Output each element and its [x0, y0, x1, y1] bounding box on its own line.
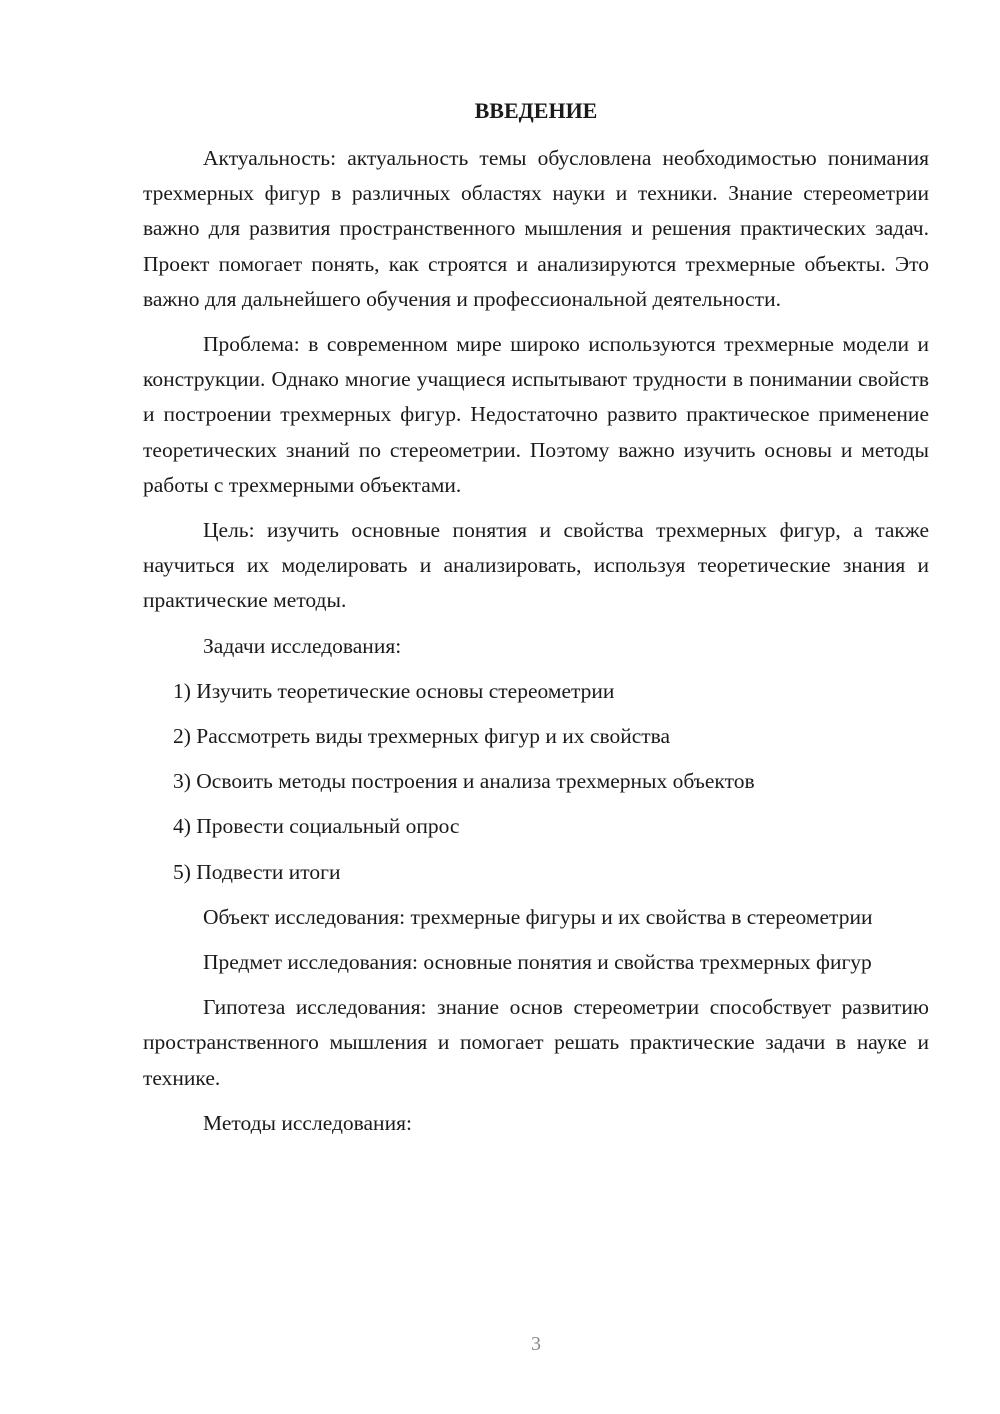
page-title: ВВЕДЕНИЕ — [474, 98, 598, 123]
page-number: 3 — [531, 1333, 541, 1355]
document-body — [143, 141, 929, 1151]
paragraph-goal: Цель: изучить основные понятия и свойства трехмерных фигур, а также научиться их моделировать и анализировать, используя теоретические знания и практические методы. — [143, 518, 929, 613]
paragraph-object: Объект исследования: трехмерные фигуры и их свойства в стереометрии — [203, 904, 873, 929]
paragraph-problem: Проблема: в современном мире широко используются трехмерные модели и конструкции. Однако многие учащиеся испытывают трудности в понимании свойств и построении трехмерных фигур. Недостаточно развито практическое применение теоретических знаний по стереометрии. Поэтому важно изучить основы и методы работы с трехмерными объектами. — [143, 332, 929, 497]
paragraph-subject: Предмет исследования: основные понятия и свойства трехмерных фигур — [203, 950, 872, 975]
paragraph-relevance: Актуальность: актуальность темы обусловлена необходимостью понимания трехмерных фигур в различных областях науки и техники. Знание стереометрии важно для развития пространственного мышления и решения практических задач. Проект помогает понять, как строятся и анализируются трехмерные объекты. Это важно для дальнейшего обучения и профессиональной деятельности. — [143, 146, 929, 311]
methods-heading: Методы исследования: — [203, 1110, 412, 1135]
list-item: 4) Провести социальный опрос — [173, 814, 460, 839]
list-item: 3) Освоить методы построения и анализа трехмерных объектов — [173, 769, 755, 794]
list-item: 5) Подвести итоги — [173, 859, 341, 884]
list-item: 2) Рассмотреть виды трехмерных фигур и их свойства — [173, 724, 671, 749]
tasks-list — [143, 674, 929, 890]
tasks-heading: Задачи исследования: — [203, 633, 402, 658]
paragraph-hypothesis: Гипотеза исследования: знание основ стереометрии способствует развитию пространственного мышления и помогает решать практические задачи в науке и технике. — [143, 995, 929, 1090]
list-item: 1) Изучить теоретические основы стереометрии — [173, 678, 615, 703]
